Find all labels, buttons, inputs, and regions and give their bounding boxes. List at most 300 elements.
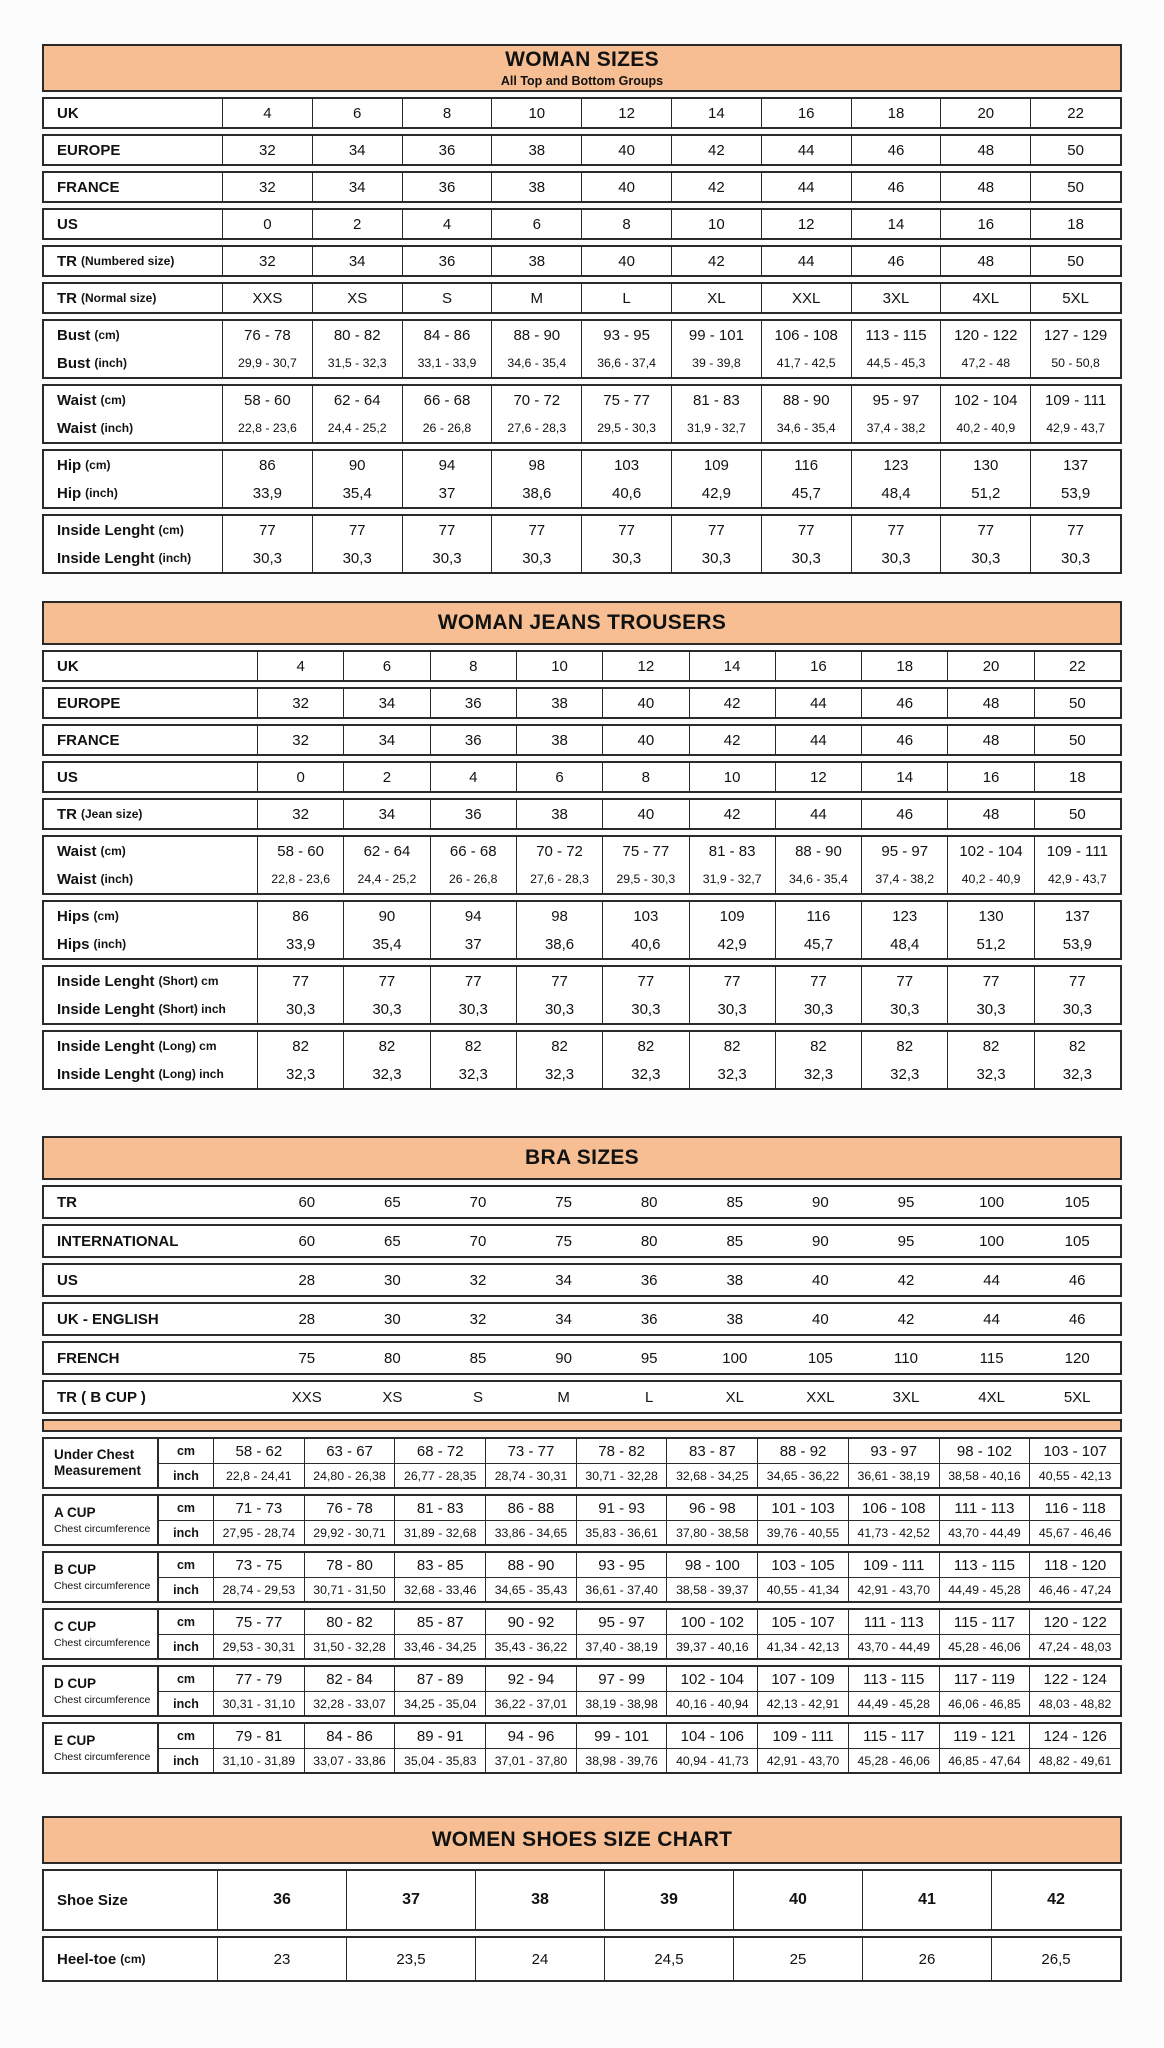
unit-label: inch: [157, 1463, 213, 1487]
value-cell: 40: [581, 173, 671, 201]
value-cell: 95: [897, 1193, 915, 1211]
row-label-text: US: [57, 768, 78, 786]
row-label-text: Heel-toe: [57, 1950, 117, 1968]
row-label-text: TR: [57, 805, 77, 823]
value-cell: 90 - 92: [485, 1610, 576, 1634]
value-cell: 31,9 - 32,7: [689, 865, 775, 893]
value-cell: 93 - 97: [848, 1439, 939, 1463]
value-cell: 46: [861, 689, 947, 717]
value-cell: 106 - 108: [848, 1496, 939, 1520]
table-row: [44, 1060, 1120, 1088]
value-cell: 40: [812, 1271, 829, 1289]
row-group: [42, 687, 1122, 719]
value-cell: 34: [312, 136, 402, 164]
value-cell: 82: [257, 1032, 343, 1060]
value-cell: 26,77 - 28,35: [394, 1463, 485, 1487]
table-row: [44, 1187, 1120, 1217]
value-cell: 34,25 - 35,04: [394, 1691, 485, 1715]
group-label-subtitle: Chest circumference: [54, 1579, 151, 1592]
value-cell: 31,9 - 32,7: [671, 414, 761, 442]
value-cell: 48,4: [861, 930, 947, 958]
row-label-text: FRANCE: [57, 178, 120, 196]
value-cell: 40: [581, 136, 671, 164]
value-cell: 77: [491, 516, 581, 544]
row-group: [42, 319, 1122, 379]
table-title-band: [42, 1136, 1122, 1180]
value-cell: 48,03 - 48,82: [1029, 1691, 1120, 1715]
value-cell: 44,49 - 45,28: [848, 1691, 939, 1715]
value-cell: 113 - 115: [939, 1553, 1030, 1577]
value-cell: 33,1 - 33,9: [402, 349, 492, 377]
value-cell: 38,6: [516, 930, 602, 958]
group-label-subtitle: Chest circumference: [54, 1750, 151, 1763]
value-cell: 120 - 122: [940, 321, 1030, 349]
value-cell: M: [491, 284, 581, 312]
value-cell: 92 - 94: [485, 1667, 576, 1691]
row-label: [44, 726, 257, 754]
unit-label: cm: [157, 1610, 213, 1634]
value-cell: 26 - 26,8: [402, 414, 492, 442]
value-cell: 27,6 - 28,3: [516, 865, 602, 893]
value-cell: 38: [726, 1310, 744, 1328]
value-cell: 37: [346, 1871, 475, 1929]
value-cell: 44: [775, 689, 861, 717]
value-cell: 77: [940, 516, 1030, 544]
value-cell: 33,86 - 34,65: [485, 1520, 576, 1544]
value-cell: 32: [222, 173, 312, 201]
value-cell: 44,5 - 45,3: [851, 349, 941, 377]
value-cell: 10: [671, 210, 761, 238]
value-cell: 4: [430, 763, 516, 791]
value-cell: 48: [947, 689, 1033, 717]
value-cell: 34: [555, 1310, 572, 1328]
value-cell: 28,74 - 30,31: [485, 1463, 576, 1487]
row-group: [42, 1380, 1122, 1414]
table-row: [44, 1032, 1120, 1060]
value-cell: 51,2: [940, 479, 1030, 507]
value-cell: 93 - 95: [581, 321, 671, 349]
value-cell: 37,80 - 38,58: [666, 1520, 757, 1544]
row-group: [42, 208, 1122, 240]
woman-sizes-table: [42, 44, 1122, 574]
measurement-group: [42, 1551, 1122, 1603]
value-cell: 90: [555, 1349, 572, 1367]
value-cell: S: [402, 284, 492, 312]
row-label-small: (cm): [120, 1952, 146, 1966]
row-label-text: Bust: [57, 326, 91, 344]
table-row: [44, 349, 1120, 377]
value-cell: 42,9: [671, 479, 761, 507]
value-cell: 34,6 - 35,4: [761, 414, 851, 442]
value-cell: 130: [947, 902, 1033, 930]
table-row: [44, 1265, 1120, 1295]
value-cell: 36: [640, 1271, 658, 1289]
value-cell: 127 - 129: [1030, 321, 1120, 349]
row-label: [44, 652, 257, 680]
value-cell: 50: [1030, 247, 1120, 275]
row-group: [42, 1936, 1122, 1982]
value-cell: 116: [775, 902, 861, 930]
row-label-text: Hip: [57, 456, 82, 474]
value-cell: 12: [761, 210, 851, 238]
value-cell: 83 - 85: [394, 1553, 485, 1577]
row-label-small: (Long) cm: [158, 1039, 217, 1053]
row-label: [44, 210, 222, 238]
value-cell: 29,53 - 30,31: [213, 1634, 304, 1658]
value-cell: 109 - 111: [848, 1553, 939, 1577]
value-cell: 77: [671, 516, 761, 544]
value-cell: 94 - 96: [485, 1724, 576, 1748]
value-cell: 16: [947, 763, 1033, 791]
value-cell: 78 - 80: [304, 1553, 395, 1577]
value-cell: 42,9 - 43,7: [1034, 865, 1120, 893]
row-label: [44, 247, 222, 275]
unit-label: inch: [157, 1520, 213, 1544]
value-cell: 23: [217, 1938, 346, 1980]
table-subtitle: All Top and Bottom Groups: [500, 73, 664, 88]
row-label: [44, 865, 257, 893]
table-title-band: [42, 601, 1122, 645]
value-cell: 109 - 111: [757, 1724, 848, 1748]
value-cell: 102 - 104: [666, 1667, 757, 1691]
row-label-text: Waist: [57, 870, 97, 888]
value-cell: 38: [516, 800, 602, 828]
value-cell: 29,5 - 30,3: [581, 414, 671, 442]
value-cell: 37,40 - 38,19: [576, 1634, 667, 1658]
row-label-text: UK - ENGLISH: [57, 1310, 159, 1328]
row-label: [44, 1226, 264, 1256]
value-cell: 41,34 - 42,13: [757, 1634, 848, 1658]
value-cell: 58 - 62: [213, 1439, 304, 1463]
row-label-small: (Jean size): [81, 807, 143, 821]
value-cell: 30,3: [861, 995, 947, 1023]
value-cell: 40,6: [602, 930, 688, 958]
value-cell: 30,71 - 31,50: [304, 1577, 395, 1601]
value-cell: 85: [726, 1232, 744, 1250]
value-cell: 82: [602, 1032, 688, 1060]
table-title: BRA SIZES: [525, 1146, 639, 1170]
row-label: [44, 1187, 264, 1217]
table-row: [44, 1226, 1120, 1256]
value-cell: 60: [298, 1232, 316, 1250]
value-cell: 42: [991, 1871, 1120, 1929]
value-cell: 3XL: [892, 1388, 920, 1406]
row-label: [44, 414, 222, 442]
value-cell: 10: [516, 652, 602, 680]
value-cell: 34: [343, 689, 429, 717]
row-label: [44, 800, 257, 828]
value-cell: 32,3: [343, 1060, 429, 1088]
value-cell: 44: [983, 1271, 1000, 1289]
value-cell: 33,46 - 34,25: [394, 1634, 485, 1658]
value-cell: 35,4: [343, 930, 429, 958]
value-cell: 36: [430, 689, 516, 717]
value-cell: 34,65 - 35,43: [485, 1577, 576, 1601]
value-cell: 88 - 90: [491, 321, 581, 349]
value-cell: 98: [491, 451, 581, 479]
row-label: [44, 689, 257, 717]
value-cell: 32: [257, 726, 343, 754]
value-cell: 60: [298, 1193, 316, 1211]
value-cell: 73 - 75: [213, 1553, 304, 1577]
value-cell: 40: [602, 800, 688, 828]
value-cell: 30,3: [312, 544, 402, 572]
value-cell: 29,9 - 30,7: [222, 349, 312, 377]
value-cell: 20: [940, 99, 1030, 127]
value-cell: 14: [851, 210, 941, 238]
value-cell: 4XL: [978, 1388, 1005, 1406]
value-cell: 83 - 87: [666, 1439, 757, 1463]
row-label-text: TR ( B CUP ): [57, 1388, 146, 1406]
value-cell: 8: [402, 99, 492, 127]
value-cell: 107 - 109: [757, 1667, 848, 1691]
value-cell: 90: [343, 902, 429, 930]
value-cell: 44: [761, 247, 851, 275]
value-cell: 36: [402, 247, 492, 275]
value-cell: 31,50 - 32,28: [304, 1634, 395, 1658]
value-cell: 12: [581, 99, 671, 127]
value-cell: 40,55 - 42,13: [1029, 1463, 1120, 1487]
value-cell: 94: [430, 902, 516, 930]
row-label: [44, 1382, 264, 1412]
table-row: [44, 1871, 1120, 1929]
row-label-text: Inside Lenght: [57, 549, 155, 567]
row-group: [42, 900, 1122, 960]
row-label-small: (inch): [100, 872, 134, 886]
value-cell: 45,28 - 46,06: [848, 1748, 939, 1772]
table-row: [44, 321, 1120, 349]
row-label-text: Waist: [57, 842, 97, 860]
value-cell: 10: [491, 99, 581, 127]
value-cell: 30,3: [1030, 544, 1120, 572]
value-cell: 5XL: [1063, 1388, 1091, 1406]
value-cell: 20: [947, 652, 1033, 680]
row-label-text: Hips: [57, 907, 90, 925]
row-group: [42, 384, 1122, 444]
value-cell: 86: [222, 451, 312, 479]
table-row: [44, 544, 1120, 572]
row-group: [42, 1030, 1122, 1090]
value-cell: 44: [761, 136, 851, 164]
row-label-text: Inside Lenght: [57, 1000, 155, 1018]
value-cell: 40,16 - 40,94: [666, 1691, 757, 1715]
value-cell: XXL: [806, 1388, 835, 1406]
group-label-subtitle: Chest circumference: [54, 1693, 151, 1706]
value-cell: 34: [343, 726, 429, 754]
value-cell: 76 - 78: [304, 1496, 395, 1520]
value-cell: 42,9: [689, 930, 775, 958]
value-cell: 31,10 - 31,89: [213, 1748, 304, 1772]
value-cell: 44,49 - 45,28: [939, 1577, 1030, 1601]
value-cell: 28: [298, 1271, 316, 1289]
measurement-group: [42, 1722, 1122, 1774]
value-cell: 62 - 64: [343, 837, 429, 865]
value-cell: 35,43 - 36,22: [485, 1634, 576, 1658]
row-label-text: US: [57, 1271, 78, 1289]
value-cell: 75 - 77: [602, 837, 688, 865]
row-label-text: FRENCH: [57, 1349, 120, 1367]
row-label: [44, 930, 257, 958]
unit-label: inch: [157, 1577, 213, 1601]
value-cell: 48: [940, 136, 1030, 164]
value-cell: 39,76 - 40,55: [757, 1520, 848, 1544]
value-cell: 34,65 - 36,22: [757, 1463, 848, 1487]
value-cell: 32,68 - 33,46: [394, 1577, 485, 1601]
value-cell: 95: [897, 1232, 915, 1250]
value-cell: 37: [402, 479, 492, 507]
value-cell: 8: [602, 763, 688, 791]
value-cell: 88 - 92: [757, 1439, 848, 1463]
value-cell: 36: [402, 136, 492, 164]
value-cell: 40,6: [581, 479, 671, 507]
row-label: [44, 902, 257, 930]
value-cell: 30,3: [761, 544, 851, 572]
row-group: [42, 1185, 1122, 1219]
value-cell: 105: [807, 1349, 833, 1367]
value-cell: 8: [581, 210, 671, 238]
value-cell: 12: [775, 763, 861, 791]
row-group: [42, 171, 1122, 203]
value-cell: 102 - 104: [947, 837, 1033, 865]
value-cell: 14: [689, 652, 775, 680]
value-cell: 48: [940, 173, 1030, 201]
value-cell: 18: [1030, 210, 1120, 238]
value-cell: 99 - 101: [671, 321, 761, 349]
value-cell: 94: [402, 451, 492, 479]
value-cell: 117 - 119: [939, 1667, 1030, 1691]
value-cell: 111 - 113: [939, 1496, 1030, 1520]
value-cell: 26 - 26,8: [430, 865, 516, 893]
row-label-small: (cm): [158, 523, 184, 537]
value-cell: 43,70 - 44,49: [939, 1520, 1030, 1544]
value-cell: 42: [671, 173, 761, 201]
value-cell: XXS: [291, 1388, 322, 1406]
row-label-small: (cm): [100, 393, 126, 407]
table-row: [44, 930, 1120, 958]
value-cell: 30,3: [1034, 995, 1120, 1023]
value-cell: 46: [851, 247, 941, 275]
value-cell: 30,3: [940, 544, 1030, 572]
row-label: [44, 544, 222, 572]
value-cell: 32: [257, 689, 343, 717]
value-cell: 16: [775, 652, 861, 680]
value-cell: 51,2: [947, 930, 1033, 958]
value-cell: 30,3: [947, 995, 1033, 1023]
value-cell: 123: [861, 902, 947, 930]
value-cell: 53,9: [1034, 930, 1120, 958]
group-label-title: C CUP: [54, 1619, 97, 1635]
value-cell: 90: [812, 1232, 829, 1250]
value-cell: 46,46 - 47,24: [1029, 1577, 1120, 1601]
value-cell: 32,3: [861, 1060, 947, 1088]
value-cell: 30,71 - 32,28: [576, 1463, 667, 1487]
value-cell: 98 - 100: [666, 1553, 757, 1577]
value-cell: 36: [217, 1871, 346, 1929]
value-cell: 81 - 83: [689, 837, 775, 865]
value-cell: 31,5 - 32,3: [312, 349, 402, 377]
value-cell: 42: [689, 689, 775, 717]
row-label-text: UK: [57, 104, 79, 122]
value-cell: 40: [602, 689, 688, 717]
value-cell: 32,3: [602, 1060, 688, 1088]
value-cell: 105: [1064, 1232, 1090, 1250]
value-cell: 30,3: [430, 995, 516, 1023]
table-row: [44, 136, 1120, 164]
value-cell: 65: [384, 1193, 401, 1211]
value-cell: 30,3: [602, 995, 688, 1023]
value-cell: 100: [979, 1193, 1005, 1211]
value-cell: 30,3: [689, 995, 775, 1023]
value-cell: 79 - 81: [213, 1724, 304, 1748]
value-cell: 30,3: [222, 544, 312, 572]
table-title-band: [42, 1816, 1122, 1864]
row-group: [42, 97, 1122, 129]
table-row: [44, 652, 1120, 680]
row-label-small: (Numbered size): [81, 254, 175, 268]
value-cell: 77: [602, 967, 688, 995]
value-cell: 50: [1030, 173, 1120, 201]
value-cell: 48,82 - 49,61: [1029, 1748, 1120, 1772]
value-cell: 110: [894, 1349, 918, 1367]
value-cell: 37,01 - 37,80: [485, 1748, 576, 1772]
value-cell: 81 - 83: [671, 386, 761, 414]
value-cell: XXL: [761, 284, 851, 312]
table-row: [44, 210, 1120, 238]
value-cell: 32: [222, 136, 312, 164]
value-cell: 47,24 - 48,03: [1029, 1634, 1120, 1658]
row-label-small: (cm): [93, 909, 119, 923]
value-cell: 80: [640, 1232, 658, 1250]
measurement-group: [42, 1437, 1122, 1489]
value-cell: 44: [775, 800, 861, 828]
value-cell: 115: [979, 1349, 1004, 1367]
row-label-small: (cm): [94, 328, 120, 342]
value-cell: 23,5: [346, 1938, 475, 1980]
row-label-small: (cm): [100, 844, 126, 858]
value-cell: 115 - 117: [848, 1724, 939, 1748]
value-cell: 34: [343, 800, 429, 828]
unit-label: inch: [157, 1634, 213, 1658]
row-label: [44, 516, 222, 544]
value-cell: 48: [947, 726, 1033, 754]
value-cell: 106 - 108: [761, 321, 851, 349]
value-cell: 82: [343, 1032, 429, 1060]
value-cell: 10: [689, 763, 775, 791]
table-row: [44, 173, 1120, 201]
value-cell: 6: [491, 210, 581, 238]
row-group: [42, 761, 1122, 793]
row-group: [42, 724, 1122, 756]
value-cell: 31,89 - 32,68: [394, 1520, 485, 1544]
row-label: [44, 284, 222, 312]
value-cell: 38: [726, 1271, 744, 1289]
row-group: [42, 1263, 1122, 1297]
value-cell: 82: [430, 1032, 516, 1060]
group-label-title: E CUP: [54, 1733, 96, 1749]
table-row: [44, 837, 1120, 865]
value-cell: 45,28 - 46,06: [939, 1634, 1030, 1658]
value-cell: 50: [1030, 136, 1120, 164]
row-label-small: (inch): [100, 421, 134, 435]
value-cell: 34: [555, 1271, 572, 1289]
value-cell: 77: [775, 967, 861, 995]
row-group: [42, 514, 1122, 574]
value-cell: 32,68 - 34,25: [666, 1463, 757, 1487]
value-cell: 39,37 - 40,16: [666, 1634, 757, 1658]
value-cell: XS: [312, 284, 402, 312]
value-cell: 82 - 84: [304, 1667, 395, 1691]
value-cell: 98 - 102: [939, 1439, 1030, 1463]
